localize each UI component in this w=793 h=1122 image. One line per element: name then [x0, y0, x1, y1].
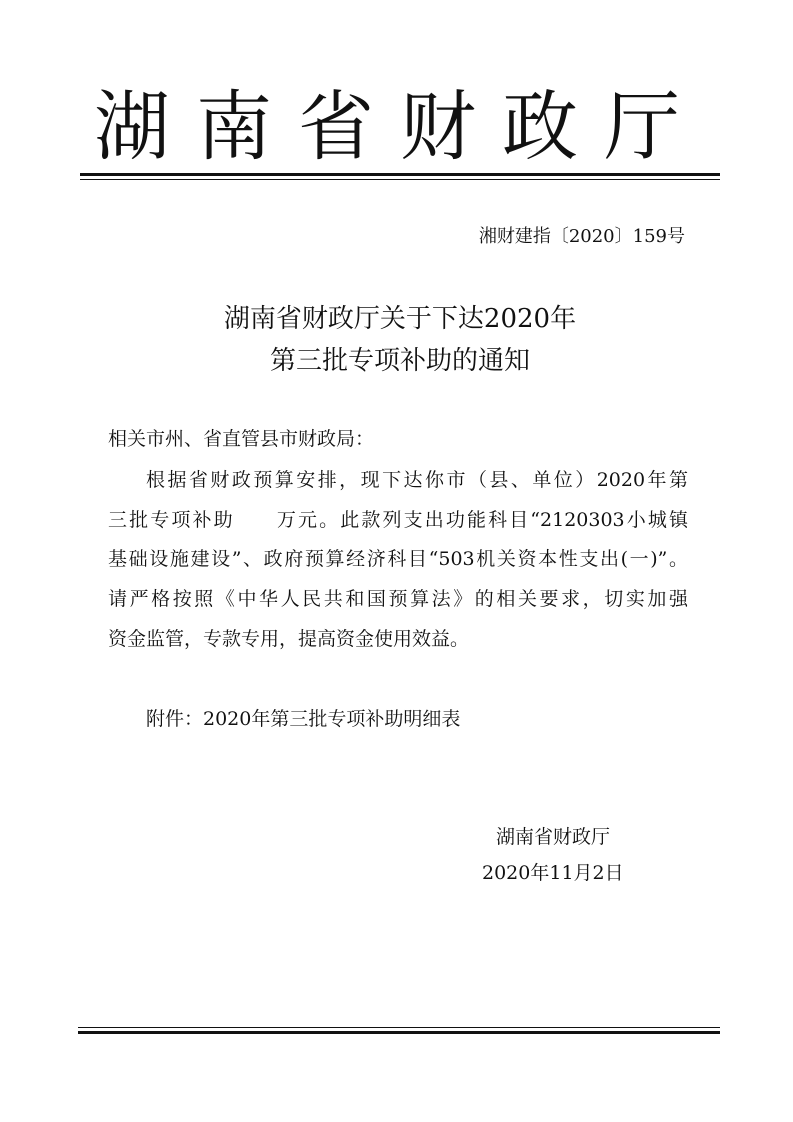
body-line-1: 根据省财政预算安排，现下达你市（县、单位）2020年第 — [146, 469, 688, 491]
body-line-5: 资金监管，专款专用，提高资金使用效益。 — [108, 628, 470, 650]
document-number: 湘财建指〔2020〕159号 — [478, 226, 685, 247]
signature-org: 湖南省财政厅 — [496, 826, 611, 848]
body-line-4: 请严格按照《中华人民共和国预算法》的相关要求，切实加强 — [108, 588, 688, 610]
footer-rule-thick — [78, 1031, 720, 1034]
body-line-2: 三批专项补助 万元。此款列支出功能科目“2120303小城镇 — [108, 509, 688, 531]
letterhead-rule-thick — [80, 173, 720, 176]
signature-date: 2020年11月2日 — [482, 862, 624, 884]
document-title-line-2: 第三批专项补助的通知 — [269, 346, 530, 376]
addressee: 相关市州、省直管县市财政局： — [108, 428, 375, 450]
document-title-line-1: 湖南省财政厅关于下达2020年 — [223, 304, 577, 334]
document-title — [80, 298, 720, 382]
letterhead-title: 湖南省财政厅 — [94, 82, 706, 171]
letterhead-rule-thin — [80, 179, 720, 180]
body-line-3: 基础设施建设”、政府预算经济科目“503机关资本性支出(一)”。 — [108, 548, 688, 570]
footer-rule-thin — [78, 1027, 720, 1028]
attachment-note: 附件：2020年第三批专项补助明细表 — [146, 708, 461, 730]
